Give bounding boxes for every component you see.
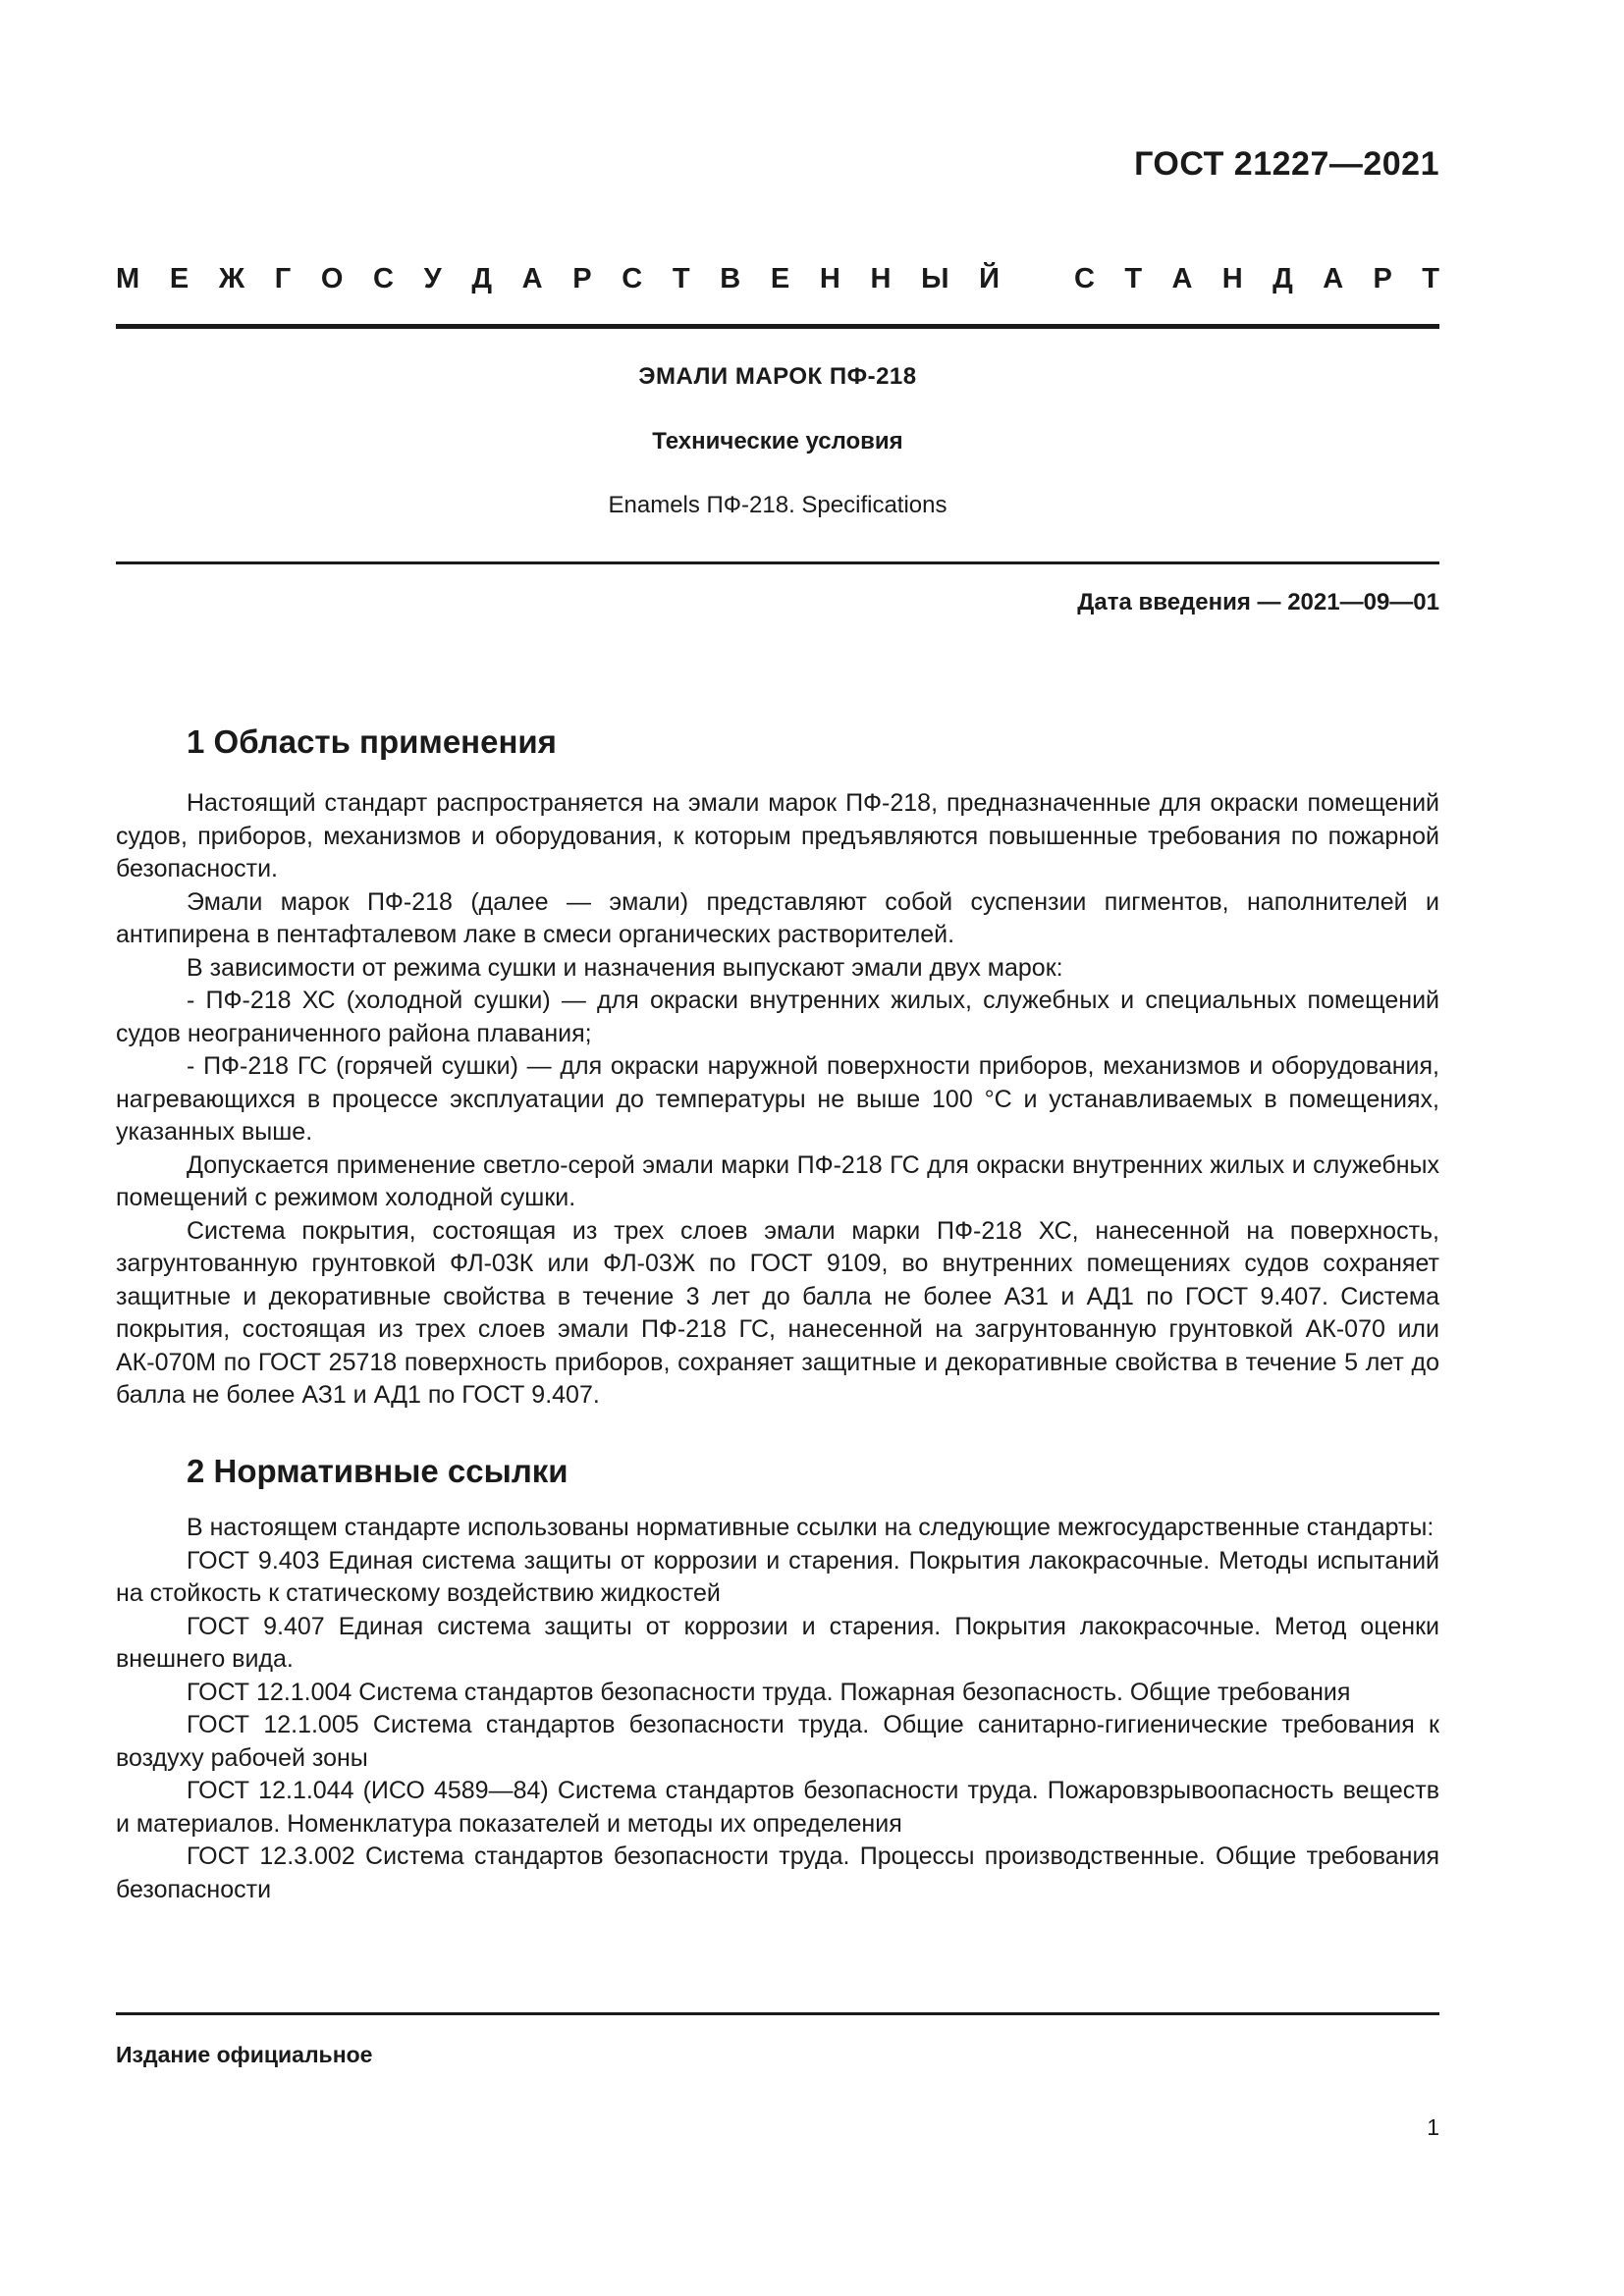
- kind-letter: Р: [1373, 263, 1392, 294]
- reference-item: ГОСТ 12.1.005 Система стандартов безопасности труда. Общие санитарно-гигиенические требования к воздуху рабочей зоны: [116, 1711, 1439, 1772]
- title-divider: [116, 561, 1439, 564]
- kind-letter: А: [1171, 263, 1193, 294]
- reference-item: ГОСТ 9.403 Единая система защиты от коррозии и старения. Покрытия лакокрасочные. Методы испытаний на стойкость к статическому воздействию жидкостей: [116, 1546, 1439, 1607]
- document-english-title: Enamels ПФ-218. Specifications: [608, 492, 947, 518]
- page-number: 1: [1427, 2114, 1439, 2140]
- kind-letter: Г: [274, 263, 292, 294]
- kind-letter: Н: [1221, 263, 1243, 294]
- kind-letter: У: [423, 263, 442, 294]
- standard-code: ГОСТ 21227—2021: [1134, 145, 1439, 183]
- section-heading-references: 2 Нормативные ссылки: [187, 1453, 568, 1489]
- kind-letter: С: [622, 263, 643, 294]
- kind-letter: Д: [1272, 263, 1293, 294]
- kind-letter: Т: [1422, 263, 1439, 294]
- section-body-scope: [116, 787, 1439, 1413]
- standard-kind-heading: [116, 263, 1439, 295]
- document-title: ЭМАЛИ МАРОК ПФ-218: [638, 363, 917, 390]
- paragraph: - ПФ-218 ГС (горячей сушки) — для окраски наружной поверхности приборов, механизмов и оборудования, нагревающихся в процессе эксплуатации до температуры не выше 100 °С и устанавливаемых в помещениях, указанных выше.: [116, 1052, 1439, 1146]
- kind-letter: В: [720, 263, 741, 294]
- kind-letter: А: [1323, 263, 1344, 294]
- kind-word-standard: [1074, 263, 1439, 295]
- kind-letter: С: [1074, 263, 1095, 294]
- kind-letter: А: [521, 263, 543, 294]
- kind-letter: Е: [169, 263, 189, 294]
- kind-letter: Д: [471, 263, 493, 294]
- kind-letter: Ж: [218, 263, 245, 294]
- kind-letter: Е: [770, 263, 790, 294]
- footer-divider: [116, 2012, 1439, 2015]
- document-subtitle: Технические условия: [652, 428, 903, 454]
- section-heading-scope: 1 Область применения: [187, 723, 557, 760]
- reference-item: ГОСТ 12.1.044 (ИСО 4589—84) Система стандартов безопасности труда. Пожаровзрывоопасность веществ и материалов. Номенклатура показателей и методы их определения: [116, 1777, 1439, 1838]
- kind-letter: Н: [819, 263, 840, 294]
- edition-note: Издание официальное: [116, 2042, 373, 2067]
- kind-letter: М: [116, 263, 140, 294]
- paragraph: Система покрытия, состоящая из трех слоев эмали марки ПФ-218 ХС, нанесенной на поверхность, загрунтованную грунтовкой ФЛ-03К или ФЛ-03Ж по ГОСТ 9109, во внутренних помещениях судов сохраняет защитные и декоративные свойства в течение 3 лет до балла не более АЗ1 и АД1 по ГОСТ 9.407. Система покрытия, состоящая из трех слоев эмали ПФ-218 ГС, нанесенной на загрунтованную грунтовкой АК-070 или АК-070М по ГОСТ 25718 поверхность приборов, сохраняет защитные и декоративные свойства в течение 5 лет до балла не более АЗ1 и АД1 по ГОСТ 9.407.: [116, 1216, 1439, 1409]
- paragraph: Допускается применение светло-серой эмали марки ПФ-218 ГС для окраски внутренних жилых и служебных помещений с режимом холодной сушки.: [116, 1150, 1439, 1211]
- reference-item: ГОСТ 9.407 Единая система защиты от коррозии и старения. Покрытия лакокрасочные. Метод оценки внешнего вида.: [116, 1612, 1439, 1673]
- kind-letter: Й: [979, 263, 1000, 294]
- reference-item: ГОСТ 12.1.004 Система стандартов безопасности труда. Пожарная безопасность. Общие требования: [187, 1678, 1351, 1706]
- kind-word-interstate: [116, 263, 1000, 295]
- kind-letter: Н: [870, 263, 892, 294]
- paragraph: В зависимости от режима сушки и назначения выпускают эмали двух марок:: [187, 953, 1063, 982]
- kind-letter: Т: [1124, 263, 1143, 294]
- document-page: [116, 0, 1439, 2296]
- reference-item: ГОСТ 12.3.002 Система стандартов безопасности труда. Процессы производственные. Общие требования безопасности: [116, 1842, 1439, 1903]
- introduction-date: Дата введения — 2021—09—01: [1077, 589, 1439, 615]
- header-divider: [116, 324, 1439, 329]
- paragraph: Настоящий стандарт распространяется на эмали марок ПФ-218, предназначенные для окраски помещений судов, приборов, механизмов и оборудования, к которым предъявляются повышенные требования по пожарной безопасности.: [116, 789, 1439, 882]
- kind-letter: Р: [572, 263, 592, 294]
- paragraph: В настоящем стандарте использованы нормативные ссылки на следующие межгосударственные стандарты:: [187, 1514, 1435, 1541]
- kind-letter: Ы: [921, 263, 949, 294]
- kind-letter: С: [373, 263, 394, 294]
- paragraph: Эмали марок ПФ-218 (далее — эмали) представляют собой суспензии пигментов, наполнителей и антипирена в пентафталевом лаке в смеси органических растворителей.: [116, 887, 1439, 948]
- section-body-references: [116, 1512, 1439, 1906]
- kind-letter: О: [320, 263, 344, 294]
- kind-letter: Т: [672, 263, 690, 294]
- paragraph: - ПФ-218 ХС (холодной сушки) — для окраски внутренних жилых, служебных и специальных помещений судов неограниченного района плавания;: [116, 987, 1439, 1047]
